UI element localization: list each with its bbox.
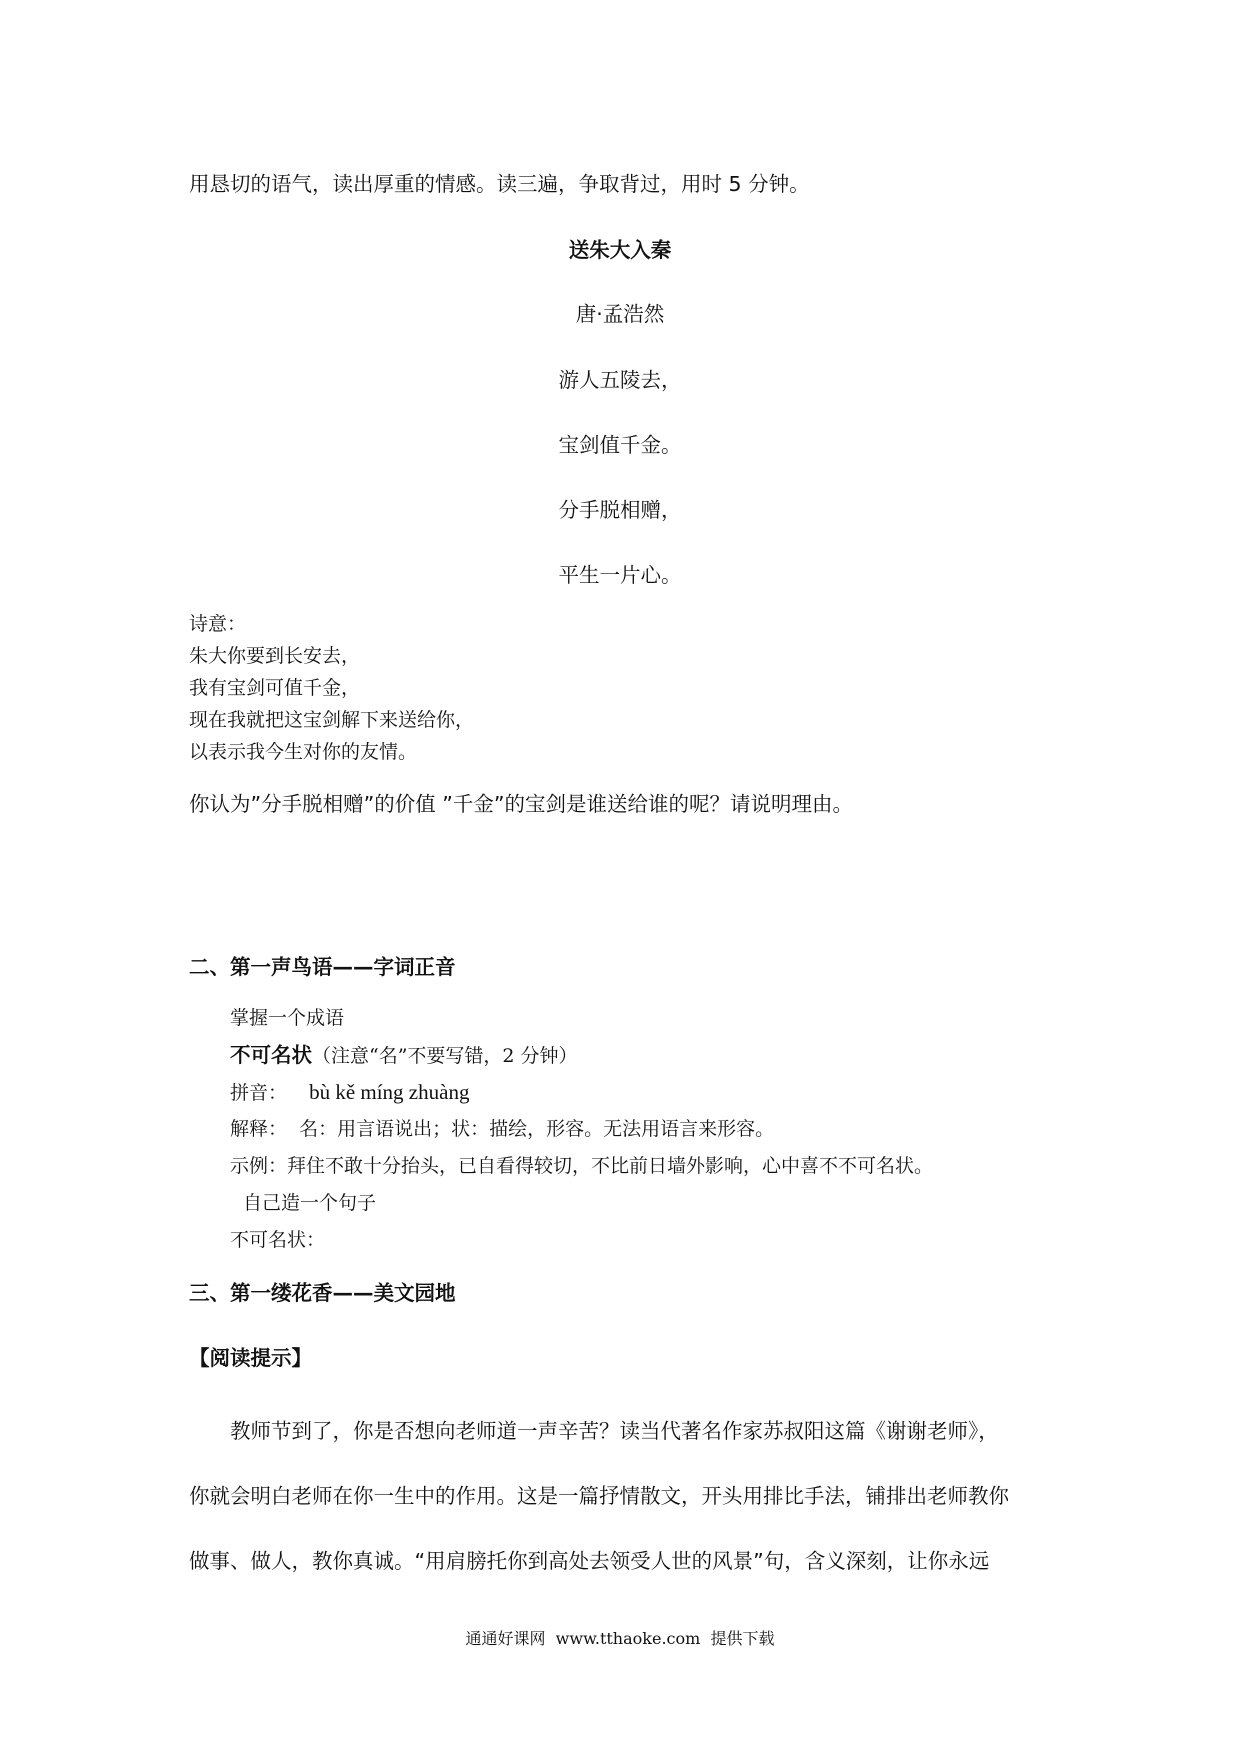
- pinyin-text: bù kě míng zhuàng: [309, 1080, 470, 1104]
- question-line: 你认为”分手脱相赠”的价值 ”千金”的宝剑是谁送给谁的呢？请说明理由。: [189, 792, 853, 816]
- answer-prompt: 不可名状：: [230, 1229, 326, 1251]
- example-line: 示例：拜住不敢十分抬头，已自看得较切，不比前日墙外影响，心中喜不不可名状。: [230, 1155, 934, 1177]
- paragraph-line: 你就会明白老师在你一生中的作用。这是一篇抒情散文，开头用排比手法，铺排出老师教你: [189, 1484, 1009, 1508]
- meaning-line: 朱大你要到长安去，: [189, 645, 361, 667]
- meaning-line: 我有宝剑可值千金，: [189, 677, 361, 699]
- idiom-line: [230, 1041, 578, 1070]
- intro-line: 用恳切的语气，读出厚重的情感。读三遍，争取背过，用时 5 分钟。: [189, 172, 810, 196]
- poem-title: 送朱大入秦: [568, 238, 672, 262]
- paragraph-line: 做事、做人，教你真诚。“用肩膀托你到高处去领受人世的风景”句，含义深刻，让你永远: [189, 1549, 990, 1573]
- poem-line: 分手脱相赠，: [558, 498, 682, 522]
- make-sentence-line: 自己造一个句子: [243, 1192, 377, 1214]
- poem-line: 游人五陵去，: [558, 368, 682, 392]
- pinyin-label: 拼音：: [230, 1082, 288, 1104]
- pinyin-line: [230, 1078, 469, 1107]
- poem-author: 唐·孟浩然: [575, 302, 665, 326]
- idiom-term: 不可名状: [230, 1043, 312, 1067]
- page-footer: 通通好课网 www.tthaoke.com 提供下载: [465, 1629, 775, 1648]
- reading-tip-title: 【阅读提示】: [189, 1346, 312, 1370]
- meaning-line: 以表示我今生对你的友情。: [189, 741, 418, 763]
- poem-line: 平生一片心。: [558, 563, 682, 587]
- section2-heading: 二、第一声鸟语——字词正音: [189, 955, 456, 979]
- meaning-line: 现在我就把这宝剑解下来送给你，: [189, 709, 475, 731]
- section3-heading: 三、第一缕花香——美文园地: [189, 1281, 456, 1305]
- meaning-label: 诗意：: [189, 613, 247, 635]
- idiom-note: （注意“名”不要写错，2 分钟）: [312, 1045, 578, 1067]
- poem-line: 宝剑值千金。: [558, 433, 682, 457]
- master-line: 掌握一个成语: [230, 1007, 345, 1029]
- explain-line: 解释： 名：用言语说出；状：描绘，形容。无法用语言来形容。: [230, 1118, 775, 1140]
- paragraph-line: 教师节到了，你是否想向老师道一声辛苦？读当代著名作家苏叔阳这篇《谢谢老师》，: [230, 1419, 999, 1443]
